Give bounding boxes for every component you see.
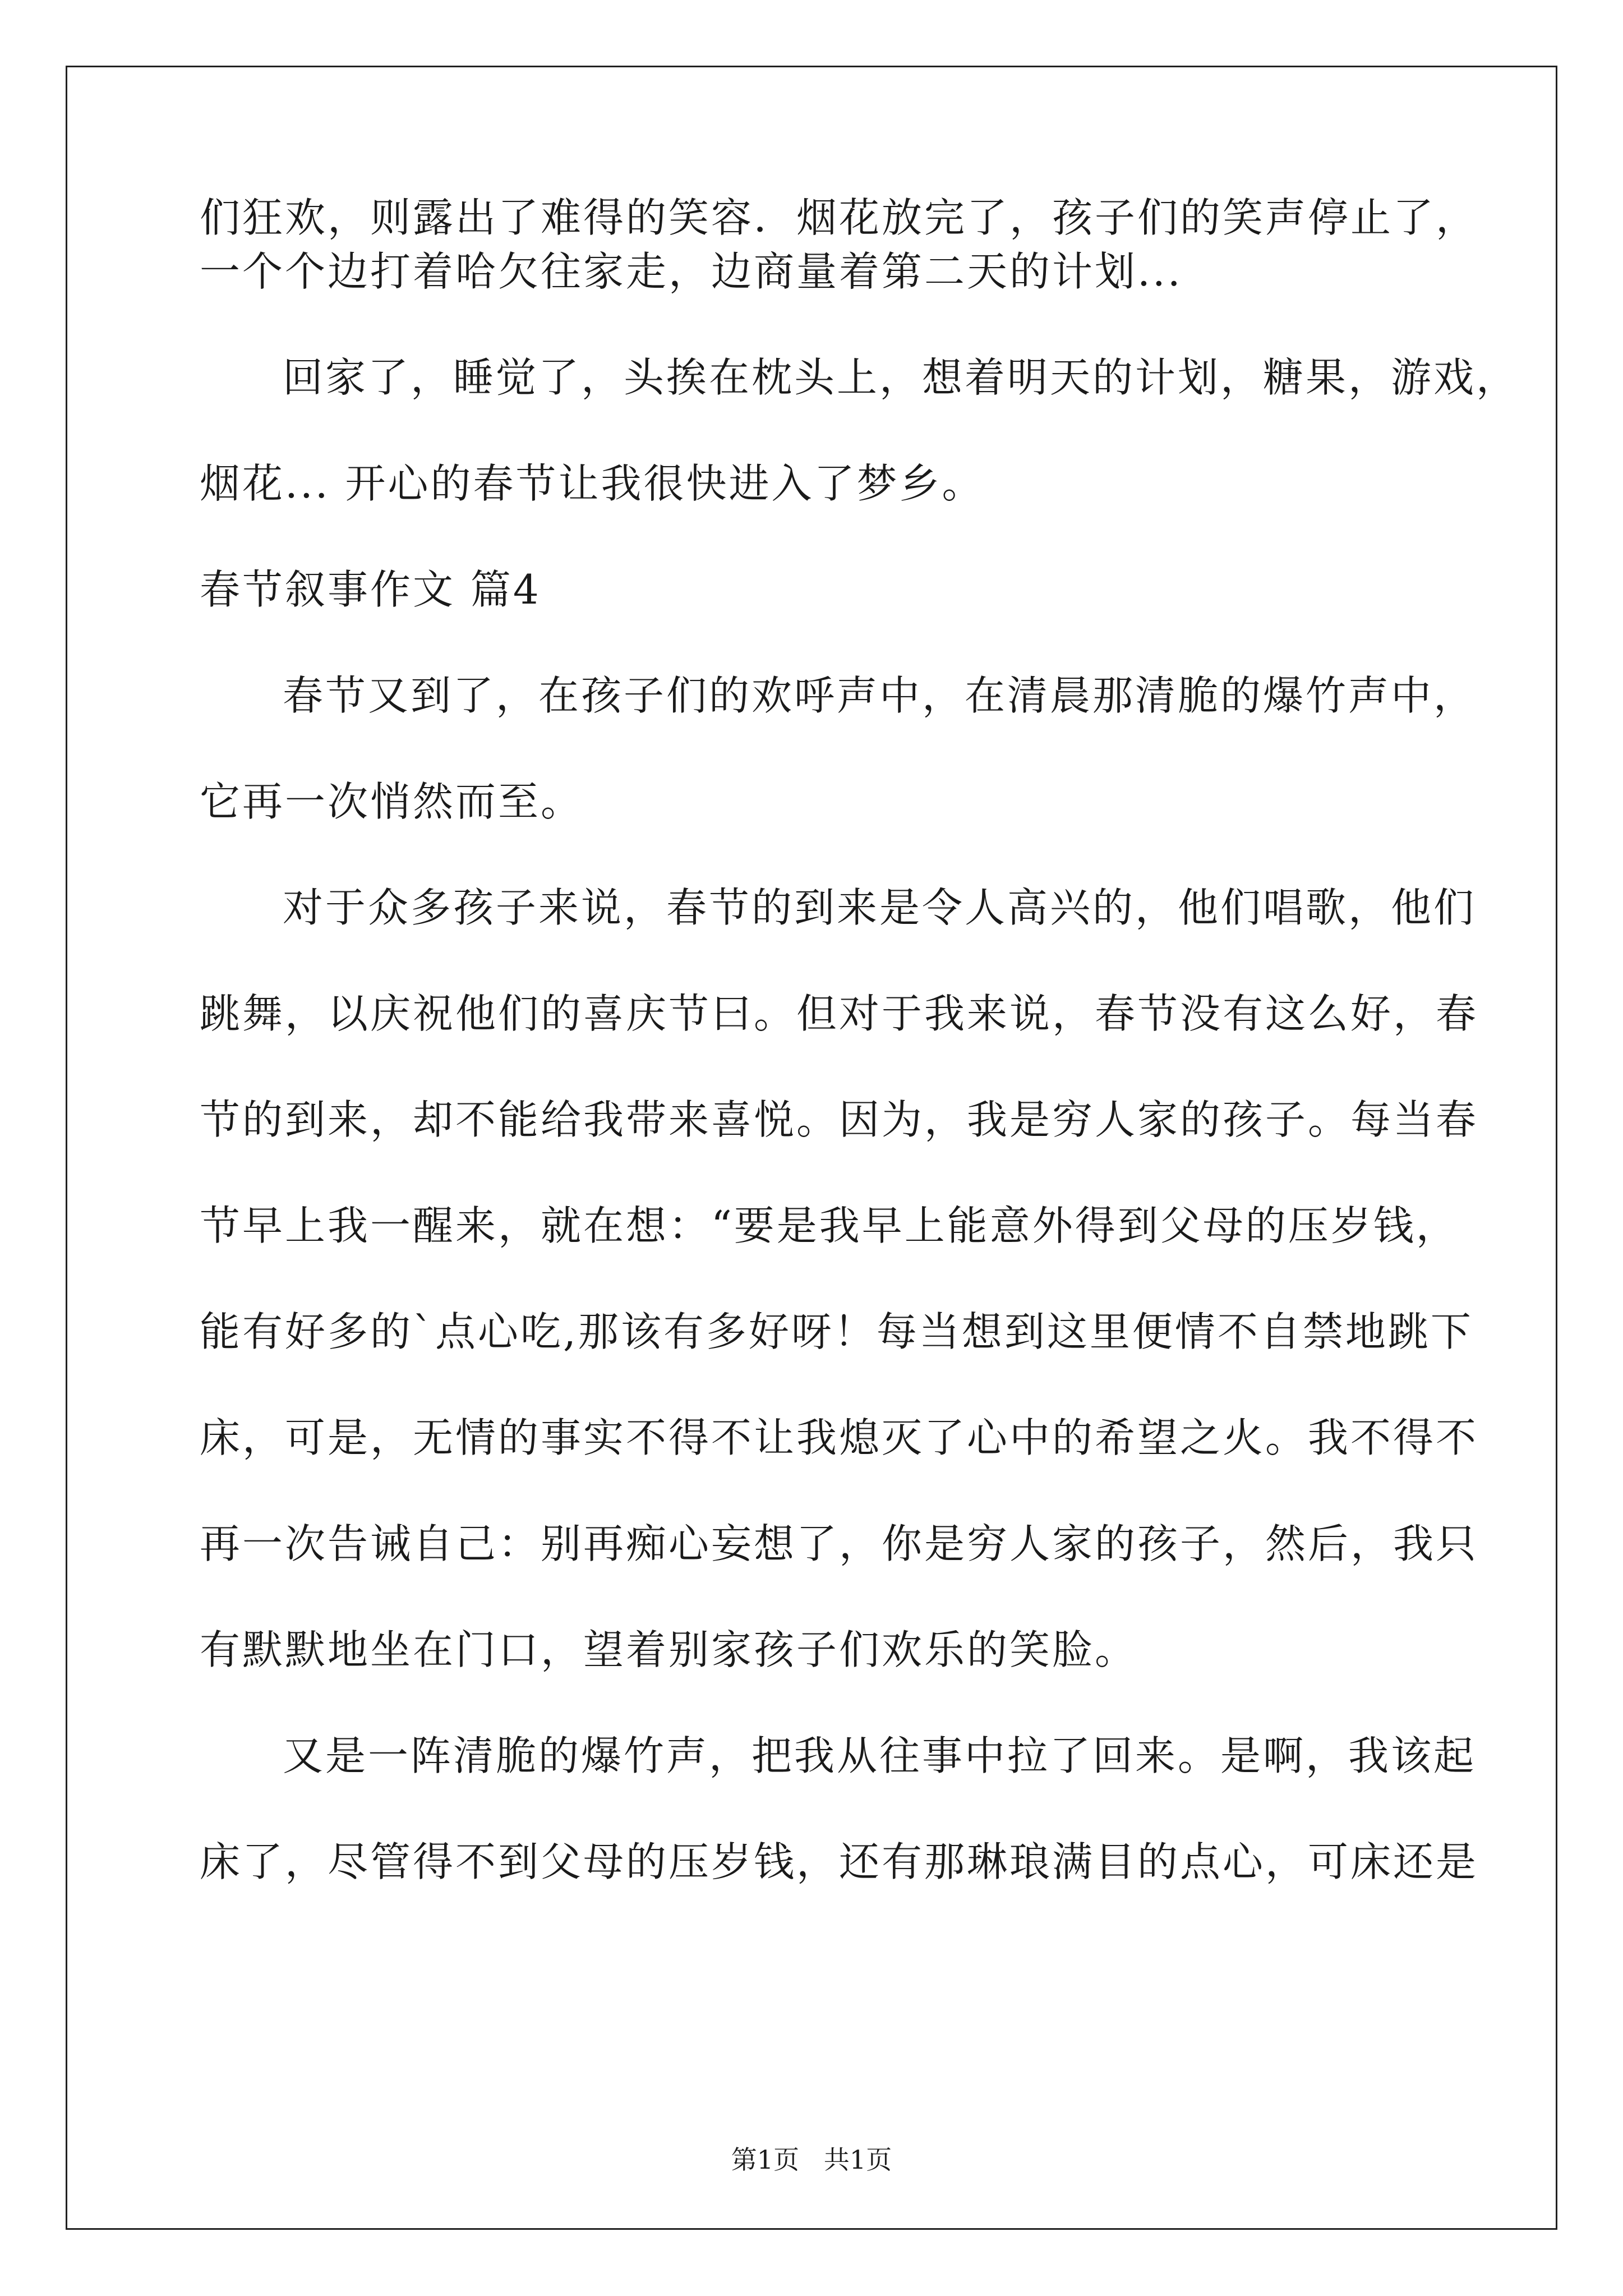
text-line: 烟花... 开心的春节让我很快进入了梦乡。 xyxy=(200,460,985,507)
text-line: 跳舞，以庆祝他们的喜庆节曰。但对于我来说，春节没有这么好，春 xyxy=(200,990,1479,1037)
text-line: 回家了，睡觉了，头挨在枕头上，想着明天的计划，糖果，游戏， xyxy=(283,354,1519,401)
text-line: 节的到来，却不能给我带来喜悦。因为，我是穷人家的孩子。每当春 xyxy=(200,1096,1479,1143)
text-line: 它再一次悄然而至。 xyxy=(200,778,584,825)
text-line: 有默默地坐在门口，望着别家孩子们欢乐的笑脸。 xyxy=(200,1626,1138,1673)
text-line: 一个个边打着哈欠往家走，边商量着第二天的计划... xyxy=(200,248,1183,295)
text-line: 节早上我一醒来，就在想：“要是我早上能意外得到父母的压岁钱， xyxy=(200,1202,1459,1249)
text-line: 又是一阵清脆的爆竹声，把我从往事中拉了回来。是啊，我该起 xyxy=(283,1732,1477,1779)
page-number-footer: 第1页 共1页 xyxy=(731,2145,892,2175)
text-line: 能有好多的`点心吃,那该有多好呀！每当想到这里便情不自禁地跳下 xyxy=(200,1308,1473,1355)
text-line: 再一次告诫自己：别再痴心妄想了，你是穷人家的孩子，然后，我只 xyxy=(200,1520,1479,1567)
text-line: 春节又到了，在孩子们的欢呼声中，在清晨那清脆的爆竹声中， xyxy=(283,672,1477,719)
text-line: 们狂欢，则露出了难得的笑容．烟花放完了，孩子们的笑声停止了， xyxy=(200,194,1479,241)
document-body xyxy=(200,191,1519,1889)
section-heading: 春节叙事作文 篇4 xyxy=(200,566,541,613)
text-line: 对于众多孩子来说，春节的到来是令人高兴的，他们唱歌，他们 xyxy=(283,884,1477,931)
text-line: 床，可是，无情的事实不得不让我熄灭了心中的希望之火。我不得不 xyxy=(200,1414,1479,1461)
text-line: 床了，尽管得不到父母的压岁钱，还有那琳琅满目的点心，可床还是 xyxy=(200,1838,1479,1885)
